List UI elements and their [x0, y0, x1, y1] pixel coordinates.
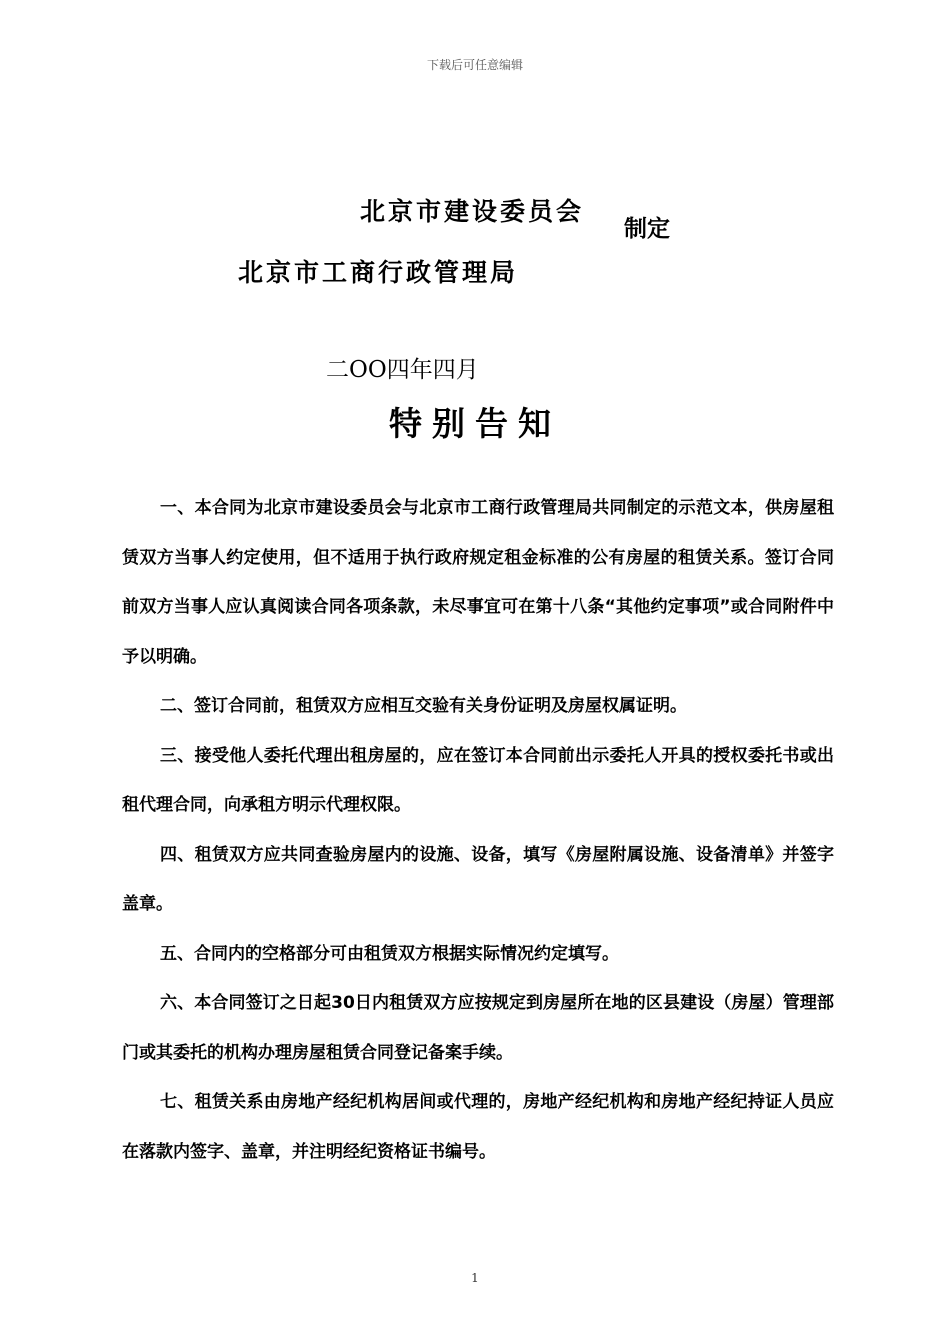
notice-clause-4: 四、租赁双方应共同查验房屋内的设施、设备，填写《房屋附属设施、设备清单》并签字盖章。 [122, 844, 834, 914]
notice-title: 特别告知 [389, 404, 561, 443]
issue-date: 二OO四年四月 [326, 357, 479, 383]
issuer-name-construction-commission: 北京市建设委员会 [360, 197, 585, 226]
notice-clause-3: 三、接受他人委托代理出租房屋的，应在签订本合同前出示委托人开具的授权委托书或出租代理合同，向承租方明示代理权限。 [122, 745, 834, 815]
header-note: 下载后可任意编辑 [426, 58, 523, 72]
notice-clause-2: 二、签订合同前，租赁双方应相互交验有关身份证明及房屋权属证明。 [160, 696, 687, 716]
notice-clause-6: 六、本合同签订之日起30日内租赁双方应按规定到房屋所在地的区县建设（房屋）管理部门或其委托的机构办理房屋租赁合同登记备案手续。 [122, 993, 834, 1063]
page-number: 1 [471, 1271, 479, 1285]
notice-clause-1: 一、本合同为北京市建设委员会与北京市工商行政管理局共同制定的示范文本，供房屋租赁双方当事人约定使用，但不适用于执行政府规定租金标准的公有房屋的租赁关系。签订合同前双方当事人应认真阅读合同各项条款，未尽事宜可在第十八条“其他约定事项”或合同附件中予以明确。 [122, 498, 834, 667]
issuer-suffix: 制定 [624, 215, 670, 242]
notice-body [122, 484, 834, 1177]
issuer-name-industry-commerce-bureau: 北京市工商行政管理局 [238, 258, 519, 287]
notice-clause-5: 五、合同内的空格部分可由租赁双方根据实际情况约定填写。 [160, 943, 619, 964]
notice-clause-7: 七、租赁关系由房地产经纪机构居间或代理的，房地产经纪机构和房地产经纪持证人员应在落款内签字、盖章，并注明经纪资格证书编号。 [122, 1092, 834, 1162]
